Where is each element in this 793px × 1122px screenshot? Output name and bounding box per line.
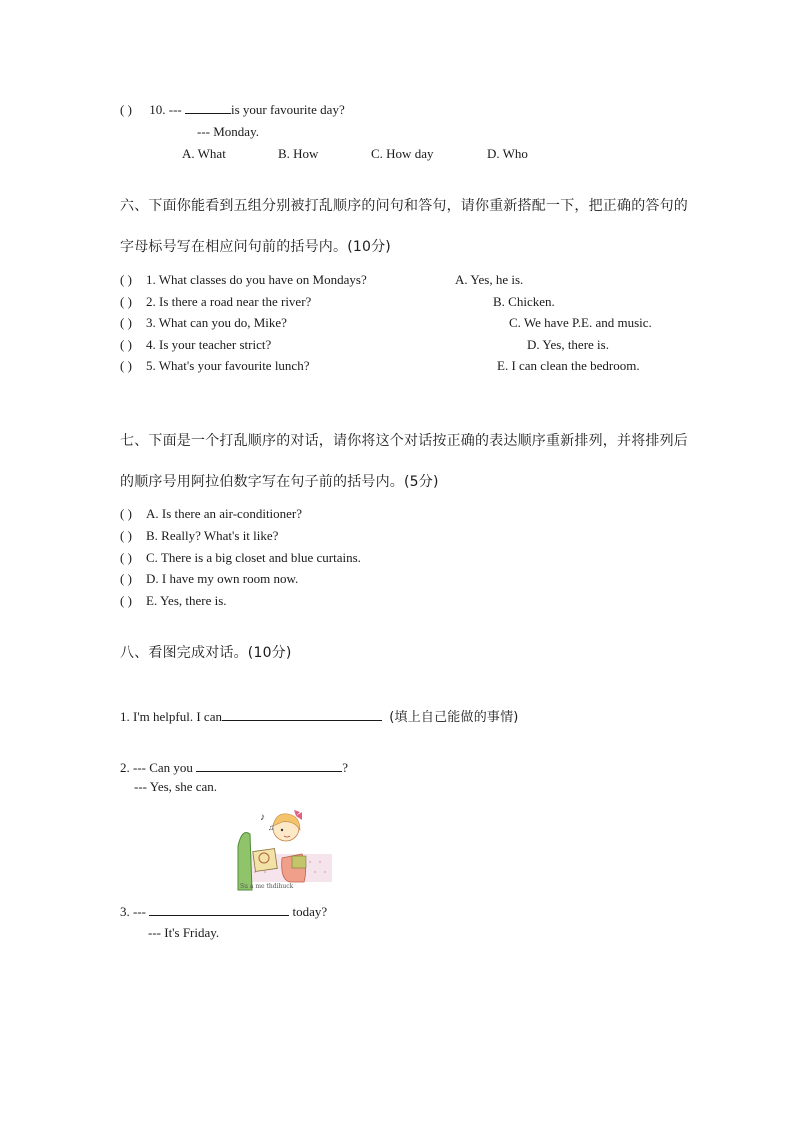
option-d: D. Who	[487, 146, 528, 161]
match-answer-d: D. Yes, there is.	[527, 337, 609, 352]
question-mark: ?	[342, 760, 348, 775]
option-c: C. How day	[371, 146, 434, 161]
section-7-heading: 七、下面是一个打乱顺序的对话，请你将这个对话按正确的表达顺序重新排列，并将排列后	[120, 433, 688, 449]
dialogue-line	[120, 528, 278, 544]
match-answer-c: C. We have P.E. and music.	[509, 315, 652, 330]
match-answer-a: A. Yes, he is.	[455, 272, 524, 287]
svg-text:Su a me thdihuck: Su a me thdihuck	[240, 883, 294, 890]
option-b: B. How	[278, 146, 319, 161]
question-10-answer: --- Monday.	[197, 124, 259, 139]
dialogue-text: B. Really? What's it like?	[146, 528, 279, 543]
match-question	[120, 272, 367, 288]
picture-question-1	[120, 706, 519, 725]
answer-paren[interactable]: ( )	[120, 315, 132, 330]
order-paren[interactable]: ( )	[120, 593, 132, 608]
dialogue-text: C. There is a big closet and blue curtains.	[146, 550, 361, 565]
dialogue-text: A. Is there an air-conditioner?	[146, 506, 303, 521]
answer-paren[interactable]: ( )	[120, 272, 132, 287]
picture-question-3	[120, 904, 327, 920]
dialogue-line	[120, 506, 302, 522]
match-answer-b: B. Chicken.	[493, 294, 555, 309]
order-paren[interactable]: ( )	[120, 506, 132, 521]
fill-blank[interactable]	[196, 760, 342, 772]
question-text: 5. What's your favourite lunch?	[146, 358, 310, 373]
picture-question-2-answer: --- Yes, she can.	[134, 779, 218, 794]
question-number: 10. ---	[149, 102, 182, 117]
question-text: is your favourite day?	[231, 102, 345, 117]
question-text: 3. What can you do, Mike?	[146, 315, 287, 330]
match-question	[120, 358, 309, 374]
picture-question-3-answer: --- It's Friday.	[148, 925, 220, 940]
fill-blank[interactable]	[149, 904, 289, 916]
picture-question-2	[120, 760, 348, 776]
svg-text:♫: ♫	[268, 823, 274, 832]
question-10	[120, 102, 345, 118]
option-a: A. What	[182, 146, 226, 161]
question-text: 1. I'm helpful. I can	[120, 709, 222, 724]
fill-blank[interactable]	[222, 709, 382, 721]
question-text: 2. --- Can you	[120, 760, 193, 775]
section-6-heading: 六、下面你能看到五组分别被打乱顺序的问句和答句，请你重新搭配一下，把正确的答句的	[120, 198, 688, 214]
dialogue-line	[120, 571, 298, 587]
girl-making-bed-illustration	[230, 806, 335, 892]
section-7-heading-cont: 的顺序号用阿拉伯数字写在句子前的括号内。(5分)	[120, 474, 439, 490]
dialogue-text: D. I have my own room now.	[146, 571, 299, 586]
match-answer-e: E. I can clean the bedroom.	[497, 358, 640, 373]
hint-text: (填上自己能做的事情)	[389, 710, 519, 725]
dialogue-line	[120, 593, 227, 609]
answer-paren[interactable]: ( )	[120, 358, 132, 373]
question-text-suffix: today?	[292, 904, 328, 919]
match-question	[120, 294, 311, 310]
match-question	[120, 315, 287, 331]
answer-paren[interactable]: ( )	[120, 337, 132, 352]
answer-paren[interactable]: ( )	[120, 102, 132, 117]
order-paren[interactable]: ( )	[120, 528, 132, 543]
dialogue-text: E. Yes, there is.	[146, 593, 227, 608]
order-paren[interactable]: ( )	[120, 571, 132, 586]
answer-paren[interactable]: ( )	[120, 294, 132, 309]
question-text: 1. What classes do you have on Mondays?	[146, 272, 367, 287]
fill-blank[interactable]	[185, 102, 231, 114]
order-paren[interactable]: ( )	[120, 550, 132, 565]
question-text: 2. Is there a road near the river?	[146, 294, 312, 309]
dialogue-line	[120, 550, 361, 566]
question-text: 4. Is your teacher strict?	[146, 337, 272, 352]
svg-text:♪: ♪	[260, 812, 265, 823]
section-8-heading: 八、看图完成对话。(10分)	[120, 645, 292, 661]
match-question	[120, 337, 271, 353]
question-text: 3. ---	[120, 904, 146, 919]
section-6-heading-cont: 字母标号写在相应问句前的括号内。(10分)	[120, 239, 391, 255]
